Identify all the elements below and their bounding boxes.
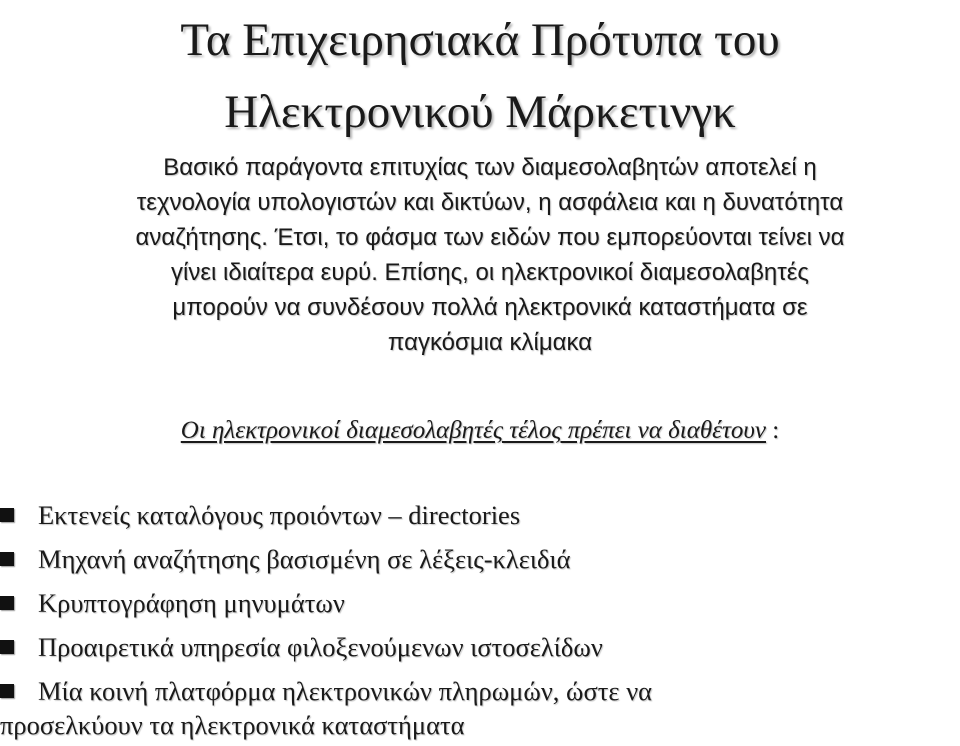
- square-bullet-icon: [0, 596, 14, 610]
- list-item: [0, 542, 960, 576]
- list-item-text: Μηχανή αναζήτησης βασισμένη σε λέξεις-κλειδιά: [38, 544, 571, 574]
- requirements-heading-colon: :: [766, 417, 780, 444]
- requirements-heading-text: Οι ηλεκτρονικοί διαμεσολαβητές τέλος πρέπει να διαθέτουν: [180, 417, 766, 444]
- square-bullet-icon: [0, 508, 14, 522]
- list-item: [0, 674, 960, 742]
- list-item-text: Προαιρετικά υπηρεσία φιλοξενούμενων ιστοσελίδων: [38, 632, 603, 662]
- intro-paragraph: [30, 150, 950, 360]
- intro-line: παγκόσμια κλίμακα: [387, 329, 593, 356]
- square-bullet-icon: [0, 640, 14, 654]
- requirements-list: [0, 498, 960, 742]
- title-line-2: Ηλεκτρονικού Μάρκετινγκ: [224, 86, 736, 138]
- list-item: [0, 498, 960, 532]
- intro-line: γίνει ιδιαίτερα ευρύ. Επίσης, οι ηλεκτρονικοί διαμεσολαβητές: [170, 259, 809, 286]
- intro-line: αναζήτησης. Έτσι, το φάσμα των ειδών που εμπορεύονται τείνει να: [135, 224, 845, 251]
- square-bullet-icon: [0, 684, 14, 698]
- slide-title: [0, 0, 960, 148]
- list-item-text-line-1: Μία κοινή πλατφόρμα ηλεκτρονικών πληρωμών, ώστε να: [38, 676, 653, 706]
- requirements-heading: [0, 415, 960, 447]
- list-item-text: Εκτενείς καταλόγους προιόντων – directories: [38, 500, 521, 530]
- square-bullet-icon: [0, 552, 14, 566]
- intro-line: μπορούν να συνδέσουν πολλά ηλεκτρονικά καταστήματα σε: [172, 294, 808, 321]
- intro-line: Βασικό παράγοντα επιτυχίας των διαμεσολαβητών αποτελεί η: [163, 154, 817, 181]
- title-line-1: Τα Επιχειρησιακά Πρότυπα του: [180, 14, 780, 66]
- list-item-text-line-2: προσελκύουν τα ηλεκτρονικά καταστήματα: [0, 710, 465, 740]
- list-item: [0, 586, 960, 620]
- list-item-text: Κρυπτογράφηση μηνυμάτων: [38, 588, 345, 618]
- intro-line: τεχνολογία υπολογιστών και δικτύων, η ασφάλεια και η δυνατότητα: [136, 189, 844, 216]
- list-item: [0, 630, 960, 664]
